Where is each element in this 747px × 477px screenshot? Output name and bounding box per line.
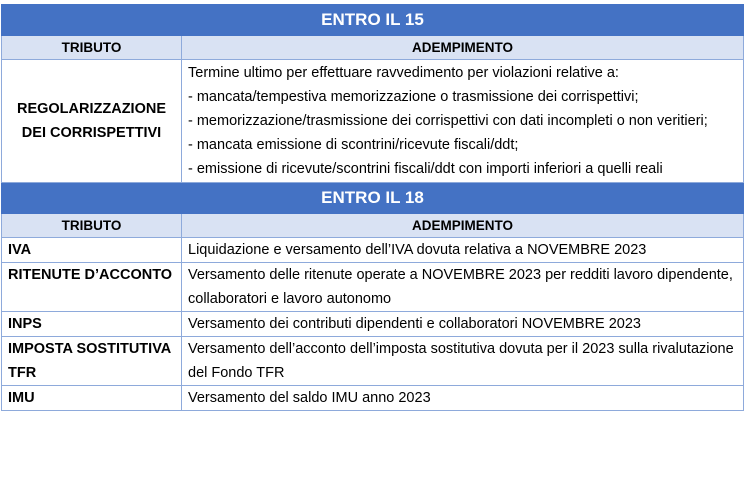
table-row	[2, 263, 744, 312]
deadlines-table	[1, 4, 744, 411]
adempimento-line: Termine ultimo per effettuare ravvedimento per violazioni relative a:	[188, 65, 619, 81]
section-title-15: ENTRO IL 15	[2, 5, 744, 36]
table-row	[2, 238, 744, 263]
tributo-cell: IMPOSTA SOSTITUTIVA TFR	[2, 337, 182, 386]
adempimento-cell	[182, 60, 744, 183]
adempimento-line: - mancata emissione di scontrini/ricevute fiscali/ddt;	[188, 137, 519, 153]
adempimento-cell: Versamento dei contributi dipendenti e collaboratori NOVEMBRE 2023	[182, 312, 744, 337]
section-header-15	[2, 5, 744, 36]
tributo-cell: IMU	[2, 386, 182, 411]
adempimento-line: - memorizzazione/trasmissione dei corrispettivi con dati incompleti o non veritieri;	[188, 113, 708, 129]
tributo-cell: REGOLARIZZAZIONE DEI CORRISPETTIVI	[2, 60, 182, 183]
deadlines-document	[1, 4, 743, 411]
adempimento-cell: Versamento dell’acconto dell’imposta sostitutiva dovuta per il 2023 sulla rivalutazione del Fondo TFR	[182, 337, 744, 386]
tributo-cell: INPS	[2, 312, 182, 337]
column-header-adempimento: ADEMPIMENTO	[182, 214, 744, 238]
column-header-adempimento: ADEMPIMENTO	[182, 36, 744, 60]
adempimento-cell: Liquidazione e versamento dell’IVA dovuta relativa a NOVEMBRE 2023	[182, 238, 744, 263]
tributo-cell: RITENUTE D’ACCONTO	[2, 263, 182, 312]
tributo-cell: IVA	[2, 238, 182, 263]
table-row	[2, 337, 744, 386]
adempimento-cell: Versamento del saldo IMU anno 2023	[182, 386, 744, 411]
adempimento-line: - emissione di ricevute/scontrini fiscali/ddt con importi inferiori a quelli reali	[188, 161, 663, 177]
column-header-tributo: TRIBUTO	[2, 36, 182, 60]
column-header-tributo: TRIBUTO	[2, 214, 182, 238]
adempimento-cell: Versamento delle ritenute operate a NOVEMBRE 2023 per redditi lavoro dipendente, collaboratori e lavoro autonomo	[182, 263, 744, 312]
table-row	[2, 60, 744, 183]
section-header-18	[2, 183, 744, 214]
column-header-row	[2, 36, 744, 60]
column-header-row	[2, 214, 744, 238]
table-row	[2, 312, 744, 337]
section-title-18: ENTRO IL 18	[2, 183, 744, 214]
adempimento-line: - mancata/tempestiva memorizzazione o trasmissione dei corrispettivi;	[188, 89, 639, 105]
table-row	[2, 386, 744, 411]
